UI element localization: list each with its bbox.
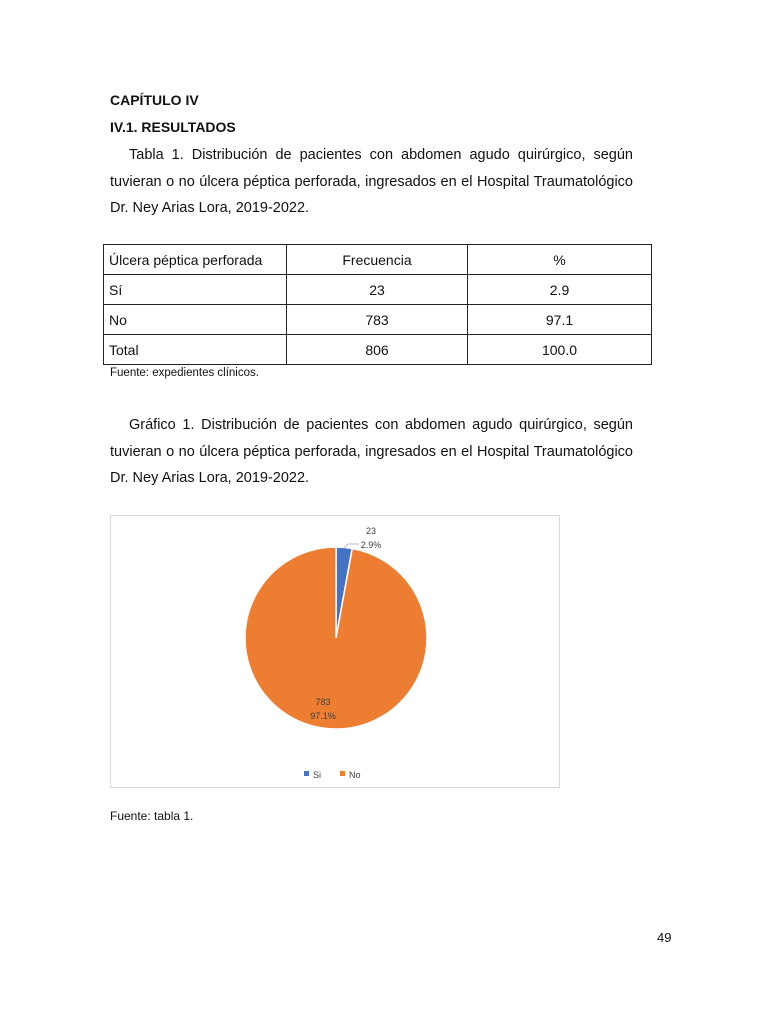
pie-chart [111, 516, 559, 787]
table-row [104, 335, 652, 365]
legend-swatch-no [340, 771, 345, 776]
table-cell: 23 [287, 275, 468, 305]
data-label-value-no: 783 [315, 697, 331, 707]
data-label-percent-no: 97.1% [310, 711, 336, 721]
table-cell: 806 [287, 335, 468, 365]
pie-slice-no [245, 547, 427, 729]
legend-swatch-si [304, 771, 309, 776]
table-cell: 2.9 [468, 275, 652, 305]
table-cell: No [104, 305, 287, 335]
table-cell: 97.1 [468, 305, 652, 335]
section-heading: IV.1. RESULTADOS [110, 119, 236, 135]
chart-caption: Gráfico 1. Distribución de pacientes con abdomen agudo quirúrgico, según tuvieran o no úlcera péptica perforada, ingresados en el Hospital Traumatológico Dr. Ney Arias Lora, 2019-2022. [110, 417, 633, 486]
legend-label-si: Si [313, 770, 322, 780]
table-cell: 783 [287, 305, 468, 335]
table-header-cell: Frecuencia [287, 245, 468, 275]
table-row [104, 275, 652, 305]
chart-frame [110, 515, 560, 788]
table-cell: Total [104, 335, 287, 365]
results-table [103, 244, 652, 365]
table-source-note: Fuente: expedientes clínicos. [110, 367, 259, 379]
page-number: 49 [657, 930, 672, 945]
table-header-cell: % [468, 245, 652, 275]
table-cell: Sí [104, 275, 287, 305]
table-row [104, 305, 652, 335]
data-label-percent-si: 2.9% [360, 540, 382, 550]
data-label-value-si: 23 [365, 526, 377, 536]
table-caption: Tabla 1. Distribución de pacientes con abdomen agudo quirúrgico, según tuvieran o no úlcera péptica perforada, ingresados en el Hospital Traumatológico Dr. Ney Arias Lora, 2019-2022. [110, 147, 633, 216]
chapter-heading: CAPÍTULO IV [110, 92, 199, 108]
table-header-row [104, 245, 652, 275]
chart-source-note: Fuente: tabla 1. [110, 809, 194, 823]
table-header-cell: Úlcera péptica perforada [104, 245, 287, 275]
legend-label-no: No [349, 770, 361, 780]
table-cell: 100.0 [468, 335, 652, 365]
